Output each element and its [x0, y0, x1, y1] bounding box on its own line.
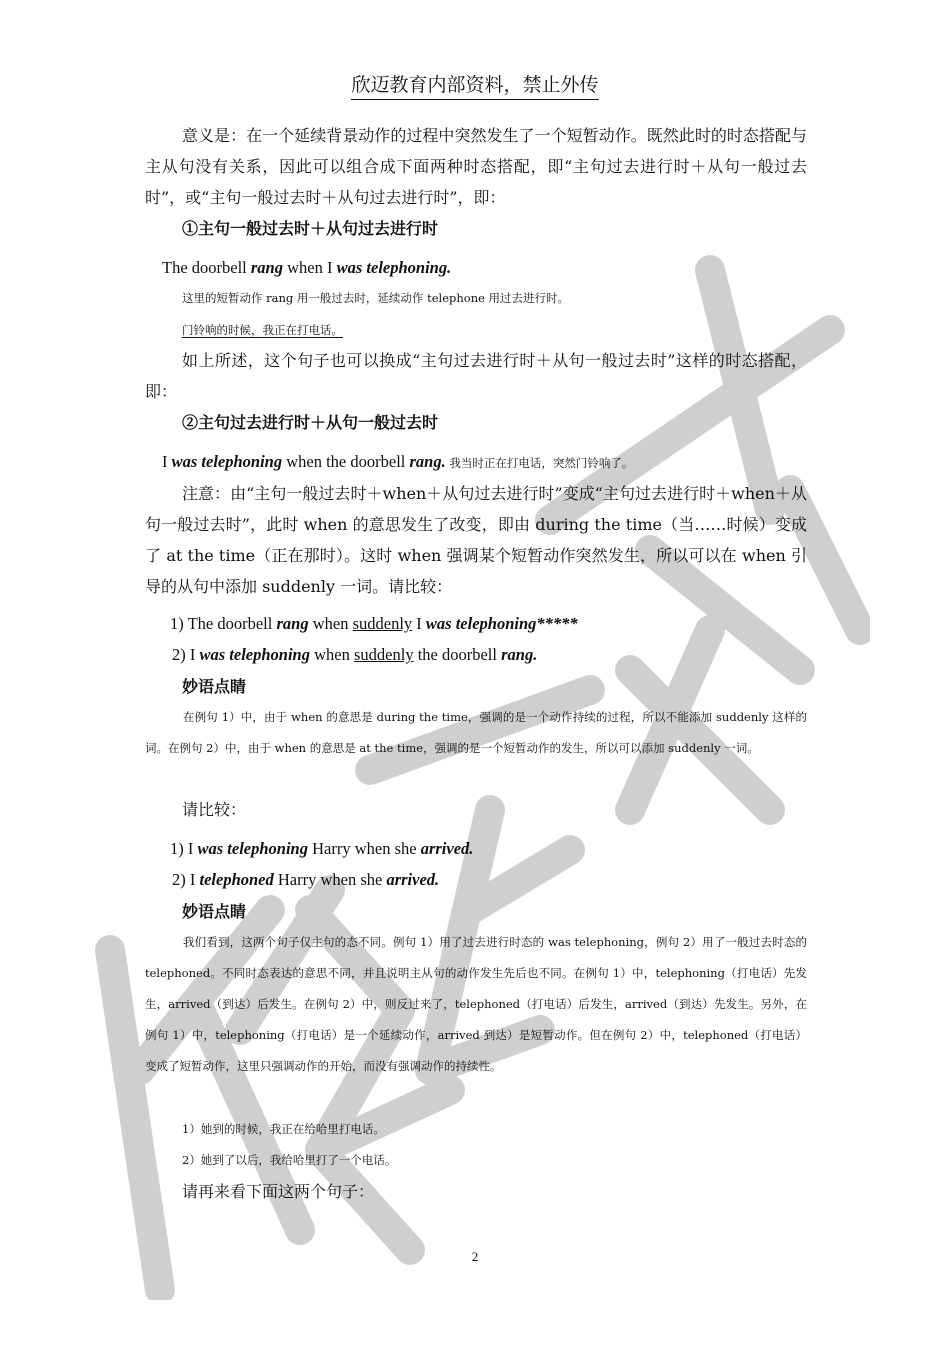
example-2-verb: was telephoning	[171, 452, 283, 471]
tip-paragraph-2: 我们看到，这两个句子仅主句的态不同。例句 1）用了过去进行时态的 was telephoning，例句 2）用了一般过去时态的 telephoned。不同时态表达的意思不同，并且说明主从句的动作发生先后也不同。在例句 1）中，telephoning（打电话）先发生，arrived（到达）后发生。在例句 2）中，则反过来了，telephoned（打电话）后发生，arrived（到达）先发生。另外，在例句 1）中，telephoning（打电话）是一个延续动作，arrived 到达）是短暂动作。但在例句 2）中，telephoned（打电话）变成了短暂动作，这里只强调动作的开始，而没有强调动作的持续性。	[145, 935, 807, 1073]
line-text: Harry when she	[307, 839, 421, 858]
translation-1-text: 门铃响的时候，我正在打电话。	[182, 323, 343, 337]
line-verb: arrived.	[420, 839, 474, 858]
line-number: 2)	[172, 645, 190, 664]
line-text: the doorbell	[413, 645, 502, 664]
page-number: 2	[471, 1249, 479, 1264]
line-underlined: suddenly	[353, 645, 414, 664]
example-2-text: when the doorbell	[282, 452, 410, 471]
line-text: when	[308, 614, 353, 633]
heading-1: ①主句一般过去时＋从句过去进行时	[182, 219, 439, 238]
compare-1-line-2	[172, 645, 834, 665]
heading-2: ②主句过去进行时＋从句一般过去时	[182, 413, 439, 432]
example-1-text: The doorbell	[162, 258, 251, 277]
note-1: 这里的短暂动作 rang 用一般过去时，延续动作 telephone 用过去进行时。	[182, 291, 570, 305]
line-verb: was telephoning*****	[425, 614, 578, 633]
compare-2-line-2	[172, 870, 834, 890]
compare-label: 请比较：	[182, 800, 247, 819]
translation-a: 1）她到的时候，我正在给哈里打电话。	[182, 1122, 385, 1136]
line-text: I	[189, 870, 200, 889]
example-2-text: I	[162, 452, 172, 471]
example-2-verb: rang.	[409, 452, 446, 471]
example-1-verb: rang	[250, 258, 283, 277]
line-verb: was telephoning	[199, 645, 310, 664]
example-2	[162, 452, 812, 472]
closing-line: 请再来看下面这两个句子：	[182, 1182, 375, 1201]
example-1-verb: was telephoning.	[336, 258, 452, 277]
line-verb: rang.	[501, 645, 538, 664]
tip-heading-2: 妙语点睛	[182, 902, 247, 921]
line-verb: was telephoning	[197, 839, 308, 858]
translation-1	[182, 315, 844, 346]
header-title: 欣迈教育内部资料，禁止外传	[351, 74, 598, 100]
line-text: when	[309, 645, 354, 664]
translation-b: 2）她到了以后，我给哈里打了一个电话。	[182, 1153, 397, 1167]
line-number: 1)	[170, 614, 188, 633]
line-number: 2)	[172, 870, 190, 889]
line-text: I	[187, 839, 198, 858]
intro-paragraph: 意义是：在一个延续背景动作的过程中突然发生了一个短暂动作。既然此时的时态搭配与主从句没有关系，因此可以组合成下面两种时态搭配，即“主句过去进行时＋从句一般过去时”，或“主句一般过去时＋从句过去进行时”，即：	[145, 126, 807, 207]
line-text: The doorbell	[187, 614, 277, 633]
line-underlined: suddenly	[352, 614, 413, 633]
tip-heading-1: 妙语点睛	[182, 677, 247, 696]
paragraph-2: 如上所述，这个句子也可以换成“主句过去进行时＋从句一般过去时”这样的时态搭配，即：	[145, 351, 807, 401]
page-header	[0, 70, 950, 97]
example-1-text: when I	[283, 258, 337, 277]
line-verb: telephoned	[199, 870, 274, 889]
line-text: I	[412, 614, 426, 633]
line-number: 1)	[170, 839, 188, 858]
line-verb: arrived.	[386, 870, 440, 889]
compare-2-line-1	[170, 839, 832, 859]
example-1	[162, 258, 824, 278]
line-text: Harry when she	[273, 870, 387, 889]
compare-1-line-1	[170, 614, 832, 634]
line-verb: rang	[276, 614, 309, 633]
tip-paragraph-1: 在例句 1）中，由于 when 的意思是 during the time，强调的是一个动作持续的过程，所以不能添加 suddenly 这样的词。在例句 2）中，由于 when 的意思是 at the time，强调的是一个短暂动作的发生，所以可以添加 suddenly 一词。	[145, 710, 807, 755]
line-text: I	[189, 645, 200, 664]
example-2-translation: 我当时正在打电话，突然门铃响了。	[445, 456, 634, 470]
paragraph-3: 注意：由“主句一般过去时＋when＋从句过去进行时”变成“主句过去进行时＋when＋从句一般过去时”，此时 when 的意思发生了改变，即由 during the time（当……时候）变成了 at the time（正在那时）。这时 when 强调某个短暂动作突然发生，所以可以在 when 引导的从句中添加 suddenly 一词。请比较：	[145, 484, 807, 596]
